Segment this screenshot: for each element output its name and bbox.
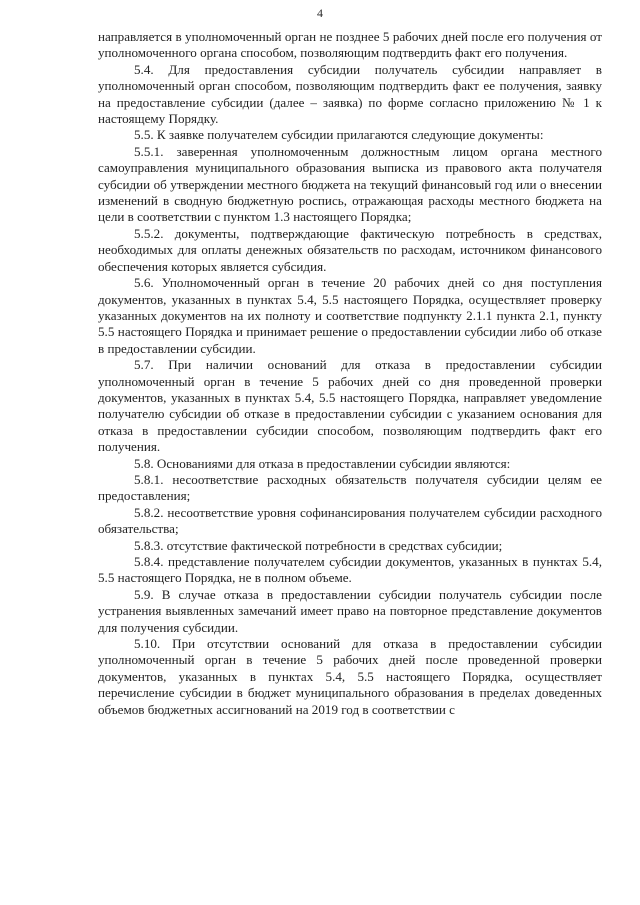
paragraph-5-8-2: 5.8.2. несоответствие уровня софинансирования получателем субсидии расходного обязательства; [98, 504, 602, 537]
paragraph-5-10: 5.10. При отсутствии оснований для отказа в предоставлении субсидии уполномоченный орган в течение 5 рабочих дней после проведенной проверки документов, указанных в пунктах 5.4, 5.5 настоящего Порядка, осуществляет перечисление субсидии в бюджет муниципального образования в пределах доведенных объемов бюджетных ассигнований на 2019 год в соответствии с [98, 636, 602, 717]
paragraph-5-5-2: 5.5.2. документы, подтверждающие фактическую потребность в средствах, необходимых для оплаты денежных обязательств по расходам, источником финансового обеспечения которых является субсидия. [98, 225, 602, 274]
paragraph-5-9: 5.9. В случае отказа в предоставлении субсидии получатель субсидии после устранения выявленных замечаний имеет право на повторное представление документов для получения субсидии. [98, 586, 602, 635]
page-number: 4 [317, 6, 323, 20]
paragraph-5-7: 5.7. При наличии оснований для отказа в предоставлении субсидии уполномоченный орган в течение 5 рабочих дней со дня проведенной проверки документов, указанных в пунктах 5.4, 5.5 настоящего Порядка, направляет уведомление получателю субсидии об отказе в предоставлении субсидии с указанием основания для отказа в предоставлении субсидии способом, позволяющим подтвердить факт его получения. [98, 357, 602, 455]
paragraph-5-5: 5.5. К заявке получателем субсидии прилагаются следующие документы: [134, 127, 544, 143]
paragraph-5-4: 5.4. Для предоставления субсидии получатель субсидии направляет в уполномоченный орган способом, позволяющим подтвердить факт ее получения, заявку на предоставление субсидии (далее – заявка) по форме согласно приложению № 1 к настоящему Порядку. [98, 61, 602, 127]
paragraph-5-6: 5.6. Уполномоченный орган в течение 20 рабочих дней со дня поступления документов, указанных в пунктах 5.4, 5.5 настоящего Порядка, осуществляет проверку указанных документов на их полноту и соответствие подпункту 2.1.1 пункта 2.1, пункту 5.5 настоящего Порядка и принимает решение о предоставлении субсидии либо об отказе в предоставлении субсидии. [98, 275, 602, 356]
paragraph-5-8-4: 5.8.4. представление получателем субсидии документов, указанных в пунктах 5.4, 5.5 настоящего Порядка, не в полном объеме. [98, 554, 602, 586]
paragraph-continuation: направляется в уполномоченный орган не позднее 5 рабочих дней после его получения от уполномоченного органа способом, позволяющим подтвердить факт его получения. [98, 29, 602, 61]
paragraph-5-5-1: 5.5.1. заверенная уполномоченным должностным лицом органа местного самоуправления муниципального образования выписка из правового акта получателя субсидии об утверждении местного бюджета на текущий финансовый год или о внесении изменений в сводную бюджетную роспись, отражающая расходы местного бюджета на цели в соответствии с пунктом 1.3 настоящего Порядка; [98, 143, 602, 225]
paragraph-5-8: 5.8. Основаниями для отказа в предоставлении субсидии являются: [134, 455, 511, 471]
paragraph-5-8-1: 5.8.1. несоответствие расходных обязательств получателя субсидии целям ее предоставления; [98, 471, 602, 504]
document-body [98, 29, 602, 718]
paragraph-5-8-3: 5.8.3. отсутствие фактической потребности в средствах субсидии; [134, 537, 503, 553]
